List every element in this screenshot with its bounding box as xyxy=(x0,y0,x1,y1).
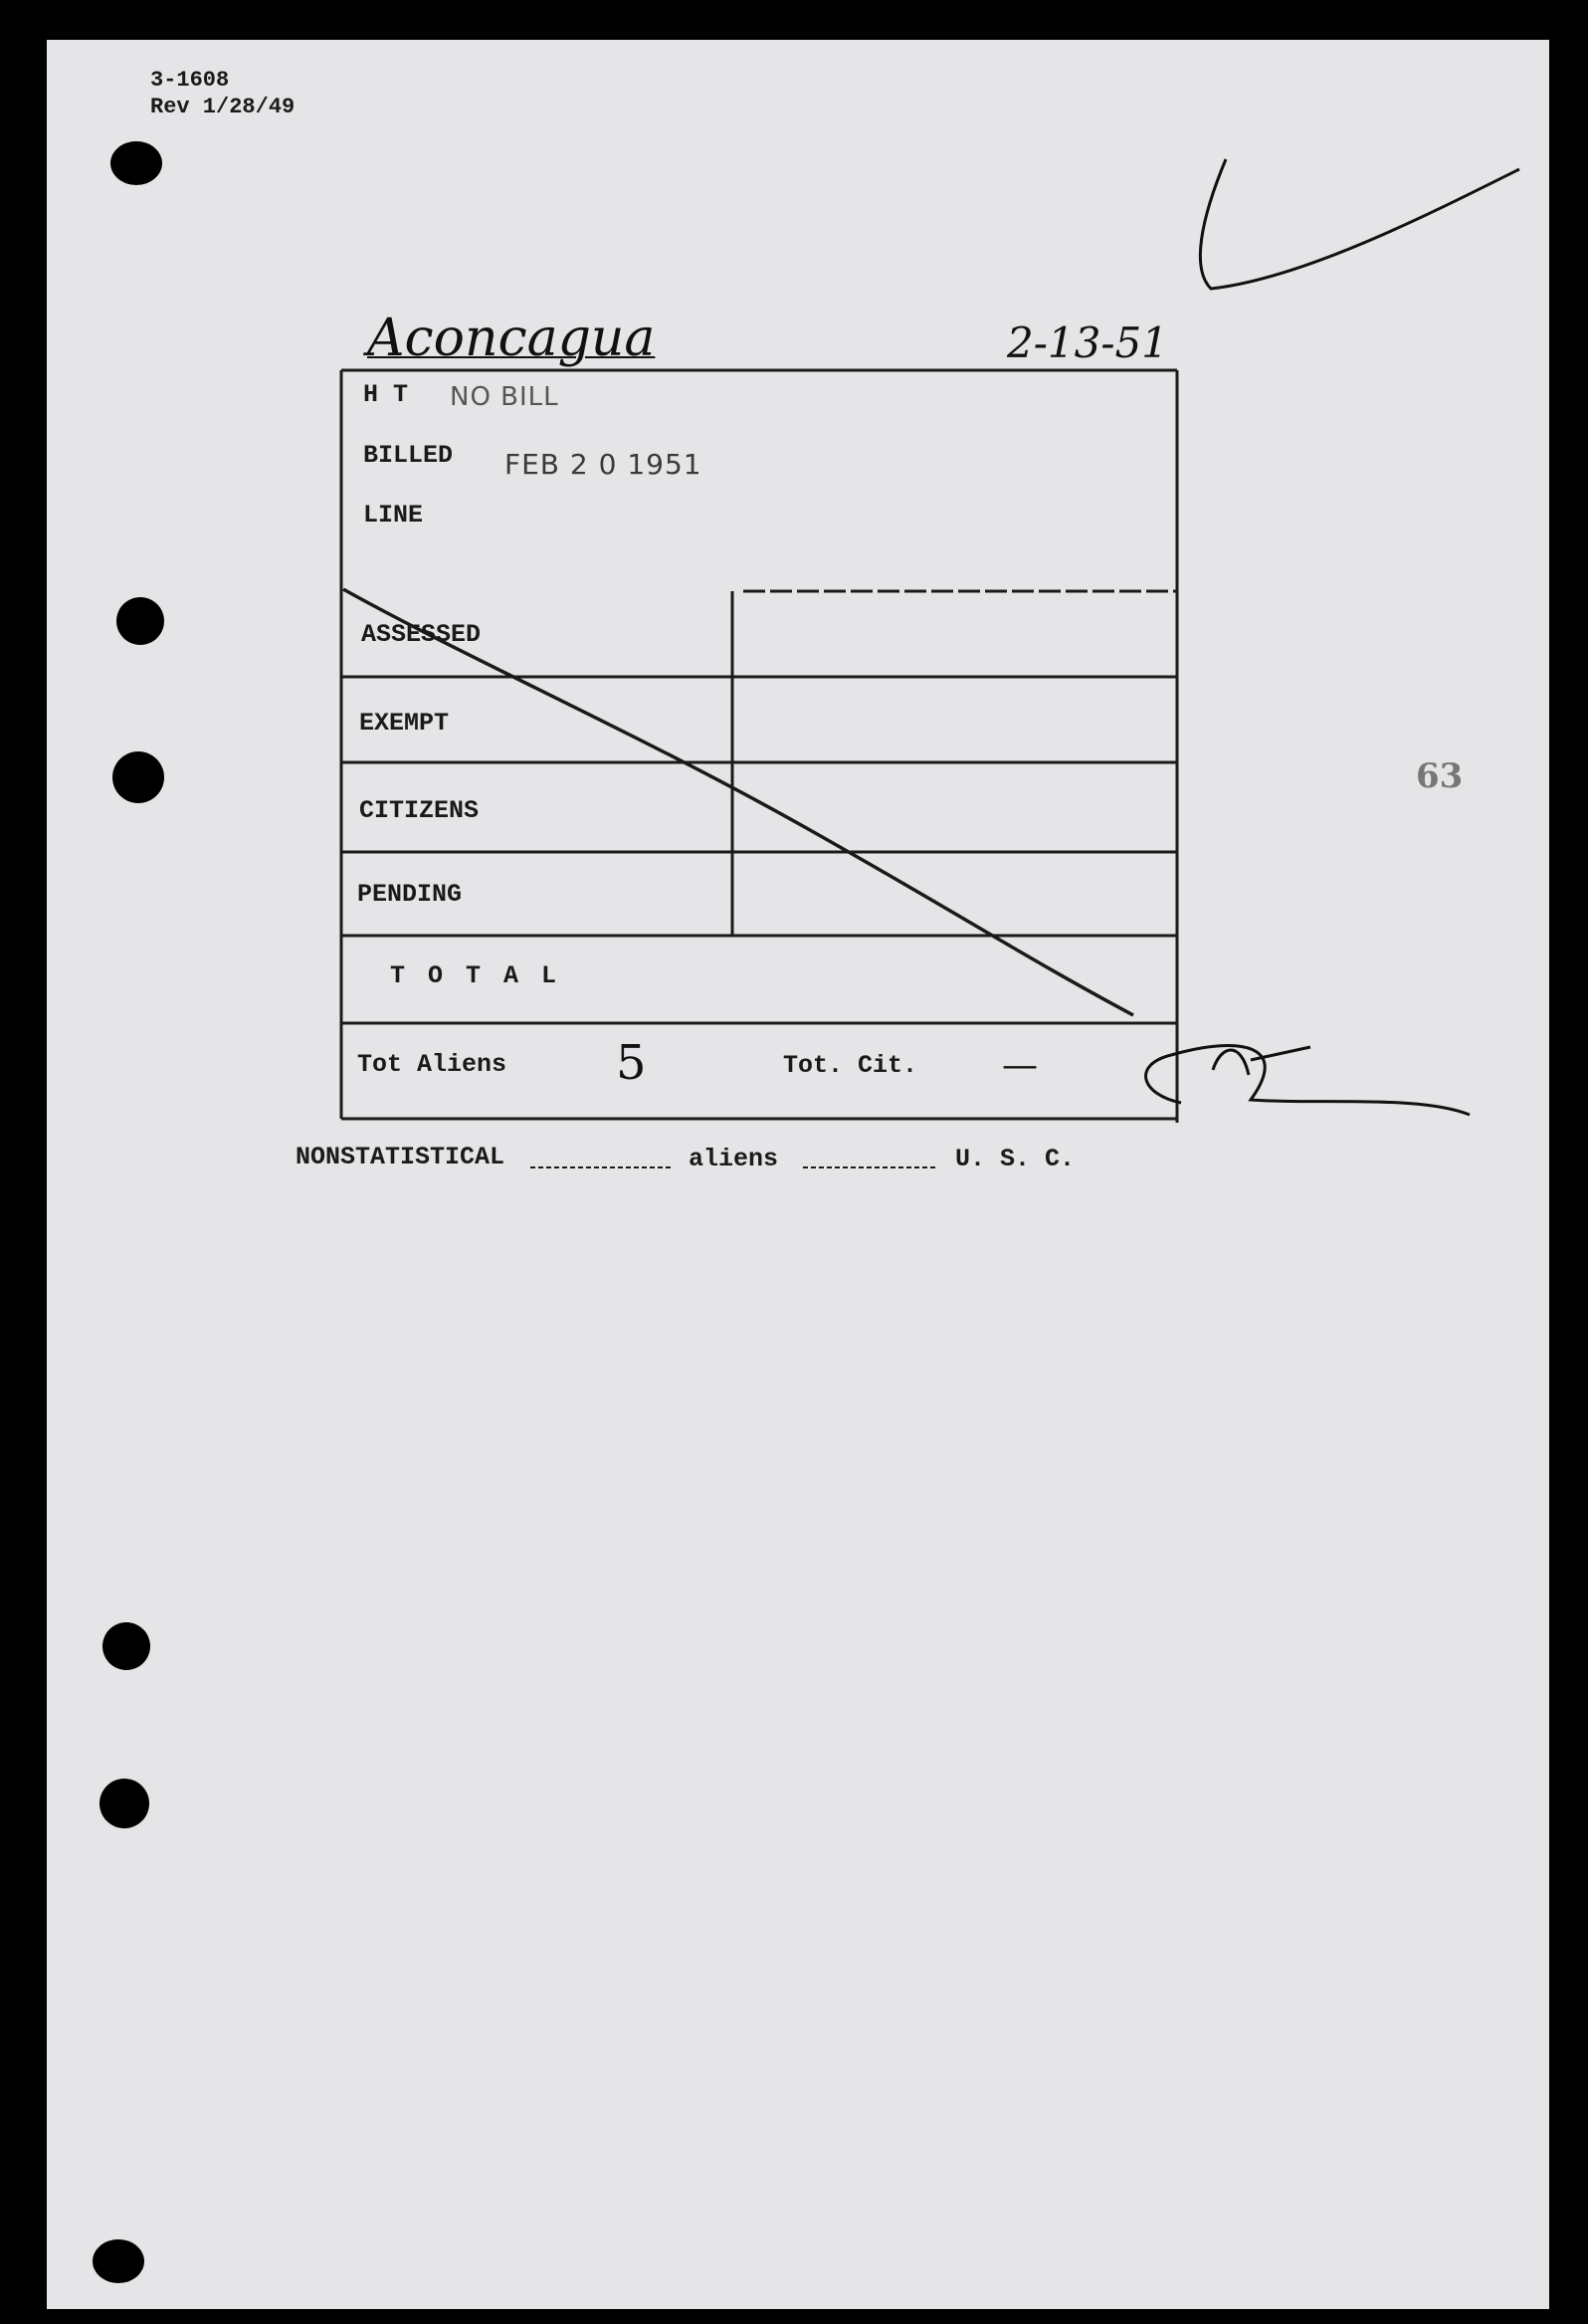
punch-hole-4 xyxy=(102,1622,150,1670)
vessel-name-handwritten: Aconcagua xyxy=(367,309,656,368)
footer-nonstatistical-label: NONSTATISTICAL xyxy=(296,1143,505,1171)
field-billed-label: BILLED xyxy=(363,441,454,470)
footer-aliens-label: aliens xyxy=(689,1145,779,1173)
punch-hole-3 xyxy=(112,751,164,803)
form-number: 3-1608 xyxy=(150,68,230,93)
field-line-label: LINE xyxy=(363,501,424,529)
form-revision: Rev 1/28/49 xyxy=(150,95,296,119)
punch-hole-6 xyxy=(93,2239,144,2283)
field-pending-label: PENDING xyxy=(357,880,463,909)
field-citizens-label: CITIZENS xyxy=(359,796,480,825)
tot-aliens-value: 5 xyxy=(616,1035,647,1091)
field-tot-aliens-label: Tot Aliens xyxy=(357,1050,507,1079)
field-tot-cit-label: Tot. Cit. xyxy=(783,1051,918,1080)
tot-cit-value: — xyxy=(1002,1045,1038,1086)
document-page xyxy=(47,40,1549,2309)
punch-hole-2 xyxy=(116,597,164,645)
date-handwritten: 2-13-51 xyxy=(1007,318,1168,367)
billed-date-stamp: FEB 2 0 1951 xyxy=(504,448,702,481)
field-exempt-label: EXEMPT xyxy=(359,709,450,738)
no-bill-stamp: NO BILL xyxy=(450,382,559,412)
binder-holes xyxy=(47,40,1549,2309)
field-total-label: T O T A L xyxy=(390,961,561,990)
field-ht-label: H T xyxy=(363,380,409,409)
field-assessed-label: ASSESSED xyxy=(361,620,482,649)
footer-usc-label: U. S. C. xyxy=(955,1145,1076,1173)
punch-hole-5 xyxy=(99,1779,149,1828)
punch-hole-1 xyxy=(110,141,162,185)
page-number: 63 xyxy=(1416,756,1464,796)
